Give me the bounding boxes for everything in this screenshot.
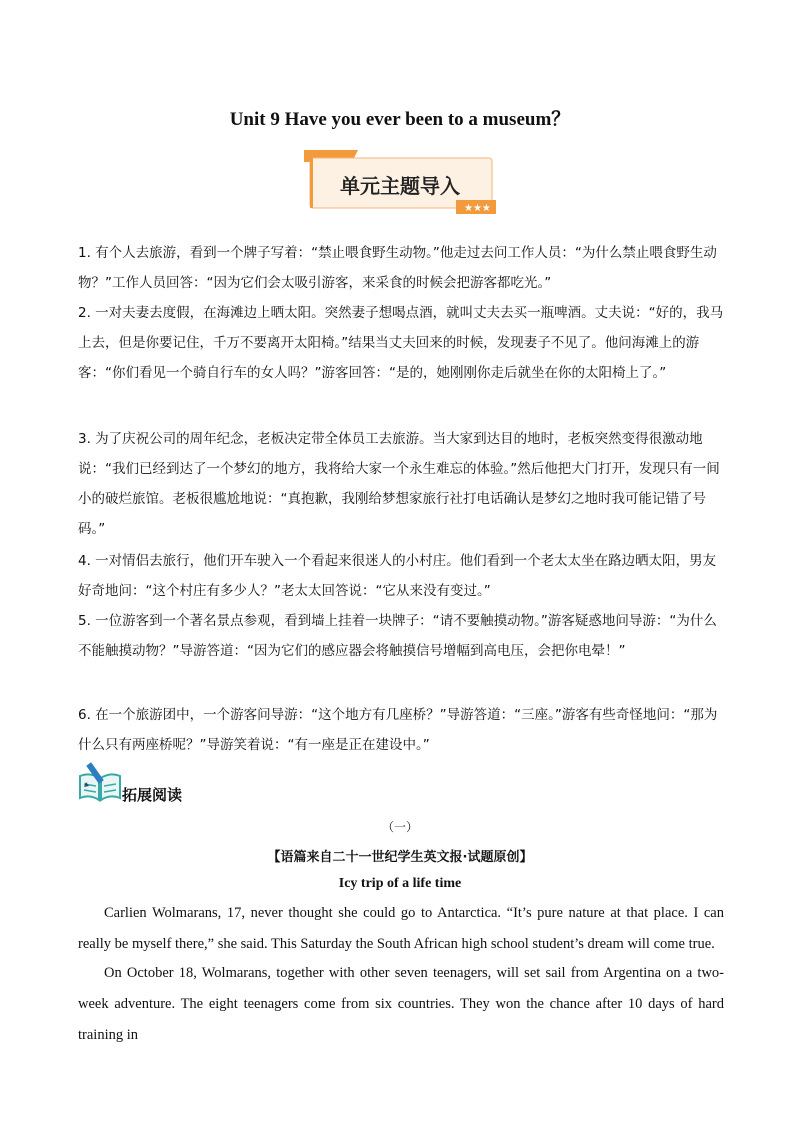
paragraph-1: Carlien Wolmarans, 17, never thought she could go to Antarctica. “It’s pure nature at that place. I can really be myself there,” she said. This Saturday the South African high school student’s dream will come true. xyxy=(78,905,724,952)
book-pencil-icon xyxy=(78,762,122,806)
banner-badge-icon xyxy=(300,148,500,216)
article-source: 【语篇来自二十一世纪学生英文报·试题原创】 xyxy=(267,850,533,865)
joke-3: 3. 为了庆祝公司的周年纪念，老板决定带全体员工去旅游。当大家到达目的地时，老板突然变得很激动地说：“我们已经到达了一个梦幻的地方，我将给大家一个永生难忘的体验。”然后他把大门打开，发现只有一间小的破烂旅馆。老板很尴尬地说：“真抱歉，我刚给梦想家旅行社打电话确认是梦幻之地时我可能记错了号码。” xyxy=(78,431,720,537)
joke-item xyxy=(78,546,728,606)
joke-item xyxy=(78,298,728,388)
page-title: Unit 9 Have you ever been to a museum？ xyxy=(229,109,571,130)
joke-item xyxy=(78,238,728,298)
banner-title: 单元主题导入 xyxy=(340,174,460,198)
section-number: （一） xyxy=(381,820,418,834)
article-title: Icy trip of a life time xyxy=(338,876,462,891)
joke-4: 4. 一对情侣去旅行，他们开车驶入一个看起来很迷人的小村庄。他们看到一个老太太坐在路边晒太阳，男友好奇地问：“这个村庄有多少人？”老太太回答说：“它从来没有变过。” xyxy=(78,553,717,599)
extension-reading-label: 拓展阅读 xyxy=(122,786,183,804)
joke-item xyxy=(78,700,728,760)
joke-2: 2. 一对夫妻去度假，在海滩边上晒太阳。突然妻子想喝点酒，就叫丈夫去买一瓶啤酒。丈夫说：“好的，我马上去，但是你要记住，千万不要离开太阳椅。”结果当丈夫回来的时候，发现妻子不见了。他问海滩上的游客：“你们看见一个骑自行车的女人吗？”游客回答：“是的，她刚刚你走后就坐在你的太阳椅上了。” xyxy=(78,305,724,381)
joke-item xyxy=(78,606,728,666)
article-paragraph xyxy=(78,898,724,960)
joke-5: 5. 一位游客到一个著名景点参观，看到墙上挂着一块牌子：“请不要触摸动物。”游客疑惑地问导游：“为什么不能触摸动物？”导游答道：“因为它们的感应器会将触摸信号增幅到高电压，会把你电晕！” xyxy=(78,613,717,659)
joke-6: 6. 在一个旅游团中，一个游客问导游：“这个地方有几座桥？”导游答道：“三座。”游客有些奇怪地问：“那为什么只有两座桥呢？”导游笑着说：“有一座是正在建设中。” xyxy=(78,707,718,753)
joke-item xyxy=(78,424,728,544)
article-paragraph xyxy=(78,958,724,1051)
paragraph-2: On October 18, Wolmarans, together with other seven teenagers, will set sail from Argentina on a two-week adventure. The eight teenagers come from six countries. They won the chance after 10 days of hard training in xyxy=(78,965,724,1043)
svg-text:★★★: ★★★ xyxy=(464,203,491,214)
joke-1: 1. 有个人去旅游，看到一个牌子写着：“禁止喂食野生动物。”他走过去问工作人员：“为什么禁止喂食野生动物？”工作人员回答：“因为它们会太吸引游客，来采食的时候会把游客都吃光。” xyxy=(78,245,717,291)
extension-reading-heading xyxy=(78,762,278,804)
